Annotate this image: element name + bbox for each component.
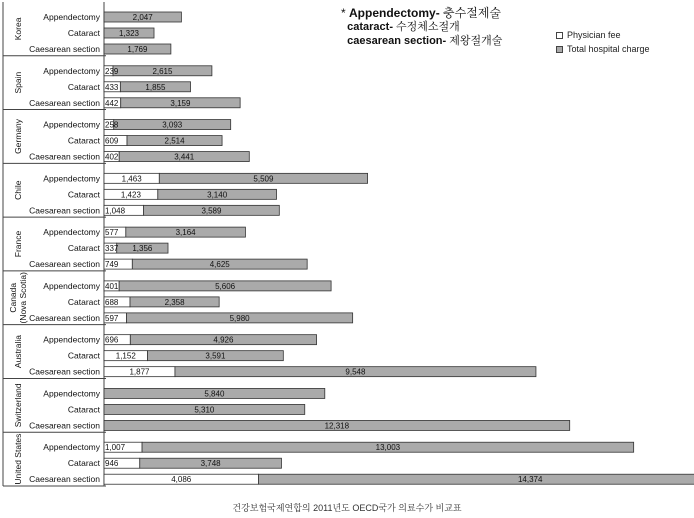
label-total-germany-caesarean-section: 3,441 bbox=[174, 152, 195, 162]
legend-swatch-physician bbox=[556, 32, 563, 39]
label-total-korea-caesarean-section: 1,769 bbox=[127, 45, 148, 54]
label-physician-chile-caesarean-section: 1,048 bbox=[105, 206, 126, 216]
country-label-united-states: United States bbox=[13, 433, 23, 485]
country-label-germany: Germany bbox=[13, 118, 23, 154]
label-total-switzerland-cataract: 5,310 bbox=[194, 405, 215, 415]
label-physician-france-appendectomy: 577 bbox=[105, 228, 119, 238]
country-label-canada-nova-scotia: Canada bbox=[8, 282, 18, 313]
label-physician-australia-caesarean-section: 1,877 bbox=[129, 367, 150, 377]
procedure-label-germany-cataract: Cataract bbox=[67, 135, 100, 146]
note-term-appendectomy: Appendectomy- bbox=[349, 6, 440, 20]
label-physician-spain-cataract: 433 bbox=[105, 82, 119, 92]
label-total-united-states-cataract: 3,748 bbox=[200, 459, 221, 469]
country-label-korea: Korea bbox=[13, 17, 23, 41]
label-total-france-cataract: 1,356 bbox=[132, 244, 153, 254]
legend-label-total: Total hospital charge bbox=[567, 44, 650, 54]
label-physician-canada-nova-scotia-appendectomy: 401 bbox=[105, 281, 119, 291]
label-total-australia-appendectomy: 4,926 bbox=[213, 335, 234, 345]
procedure-label-spain-appendectomy: Appendectomy bbox=[43, 65, 100, 76]
chart-legend bbox=[556, 28, 650, 56]
procedure-label-chile-caesarean-section: Caesarean section bbox=[29, 205, 100, 216]
procedure-label-switzerland-cataract: Cataract bbox=[67, 404, 100, 415]
procedure-label-australia-appendectomy: Appendectomy bbox=[43, 334, 100, 345]
legend-entry-total bbox=[556, 42, 650, 56]
procedure-label-canada-nova-scotia-appendectomy: Appendectomy bbox=[43, 280, 100, 291]
label-total-france-caesarean-section: 4,625 bbox=[209, 260, 230, 270]
label-physician-spain-caesarean-section: 442 bbox=[105, 98, 119, 108]
label-total-spain-cataract: 1,855 bbox=[145, 82, 166, 92]
label-physician-chile-cataract: 1,423 bbox=[120, 190, 141, 200]
label-total-canada-nova-scotia-cataract: 2,358 bbox=[164, 297, 185, 307]
label-total-switzerland-appendectomy: 5,840 bbox=[204, 389, 225, 399]
procedure-label-chile-appendectomy: Appendectomy bbox=[43, 173, 100, 184]
country-label-spain: Spain bbox=[13, 71, 23, 94]
procedure-label-korea-caesarean-section: Caesarean section bbox=[29, 44, 100, 54]
label-physician-germany-cataract: 609 bbox=[105, 136, 119, 146]
country-label-switzerland: Switzerland bbox=[13, 383, 23, 428]
label-total-spain-caesarean-section: 3,159 bbox=[170, 98, 191, 108]
procedure-label-france-cataract: Cataract bbox=[67, 243, 100, 254]
procedure-label-united-states-caesarean-section: Caesarean section bbox=[29, 474, 100, 485]
procedure-translation-note: * Appendectomy- 충수절제술 cataract- 수정체소절개 caesarean section- 제왕절개술 bbox=[341, 6, 503, 47]
procedure-label-spain-caesarean-section: Caesarean section bbox=[29, 97, 100, 108]
label-physician-canada-nova-scotia-caesarean-section: 597 bbox=[105, 313, 119, 323]
label-total-chile-cataract: 3,140 bbox=[207, 190, 228, 200]
legend-entry-physician bbox=[556, 28, 650, 42]
procedure-label-australia-caesarean-section: Caesarean section bbox=[29, 366, 100, 377]
procedure-label-united-states-cataract: Cataract bbox=[67, 458, 100, 469]
label-total-chile-appendectomy: 5,509 bbox=[253, 174, 274, 184]
label-total-korea-appendectomy: 2,047 bbox=[132, 13, 153, 22]
legend-swatch-total bbox=[556, 46, 563, 53]
label-total-canada-nova-scotia-appendectomy: 5,606 bbox=[215, 281, 236, 291]
label-total-germany-cataract: 2,514 bbox=[164, 136, 185, 146]
chart-caption: 건강보험국제연합의 2011년도 OECD국가 의료수가 비교표 bbox=[232, 503, 462, 513]
label-total-germany-appendectomy: 3,093 bbox=[162, 120, 183, 130]
legend-label-physician: Physician fee bbox=[567, 30, 621, 40]
label-physician-united-states-cataract: 946 bbox=[105, 459, 119, 469]
label-total-canada-nova-scotia-caesarean-section: 5,980 bbox=[229, 313, 250, 323]
procedure-label-spain-cataract: Cataract bbox=[67, 81, 100, 92]
label-physician-australia-cataract: 1,152 bbox=[115, 351, 136, 361]
procedure-label-switzerland-appendectomy: Appendectomy bbox=[43, 388, 100, 399]
note-trans-cataract: 수정체소절개 bbox=[396, 21, 460, 33]
label-physician-france-caesarean-section: 749 bbox=[105, 260, 119, 270]
note-trans-caesarean: 제왕절개술 bbox=[449, 35, 503, 47]
label-physician-spain-appendectomy: 239 bbox=[105, 66, 119, 76]
procedure-label-france-caesarean-section: Caesarean section bbox=[29, 259, 100, 270]
procedure-label-korea-appendectomy: Appendectomy bbox=[43, 12, 100, 22]
bar-total-united-states-caesarean-section bbox=[258, 474, 694, 484]
label-total-switzerland-caesarean-section: 12,318 bbox=[324, 421, 350, 431]
label-total-korea-cataract: 1,323 bbox=[118, 29, 140, 38]
country-label-france: France bbox=[13, 230, 23, 258]
label-total-australia-caesarean-section: 9,548 bbox=[345, 367, 366, 377]
country-label-australia: Australia bbox=[13, 335, 23, 369]
label-total-chile-caesarean-section: 3,589 bbox=[201, 206, 222, 216]
label-physician-chile-appendectomy: 1,463 bbox=[121, 174, 142, 184]
note-term-cataract: cataract- bbox=[347, 21, 393, 33]
procedure-label-australia-cataract: Cataract bbox=[67, 350, 100, 361]
label-physician-germany-appendectomy: 258 bbox=[105, 120, 119, 130]
country-label-canada-nova-scotia: (Nova Scotia) bbox=[18, 272, 28, 324]
label-physician-united-states-appendectomy: 1,007 bbox=[105, 443, 126, 453]
label-total-australia-cataract: 3,591 bbox=[205, 351, 226, 361]
procedure-label-germany-caesarean-section: Caesarean section bbox=[29, 151, 100, 162]
label-physician-germany-caesarean-section: 402 bbox=[105, 152, 119, 162]
label-total-united-states-appendectomy: 13,003 bbox=[375, 443, 401, 453]
procedure-label-chile-cataract: Cataract bbox=[67, 189, 100, 200]
procedure-label-korea-cataract: Cataract bbox=[67, 28, 100, 38]
note-trans-appendectomy: 충수절제술 bbox=[443, 6, 502, 20]
country-label-chile: Chile bbox=[13, 180, 23, 200]
procedure-label-france-appendectomy: Appendectomy bbox=[43, 227, 100, 238]
procedure-label-canada-nova-scotia-caesarean-section: Caesarean section bbox=[29, 312, 100, 323]
label-physician-france-cataract: 337 bbox=[105, 244, 119, 254]
procedure-label-germany-appendectomy: Appendectomy bbox=[43, 119, 100, 130]
label-total-spain-appendectomy: 2,615 bbox=[152, 66, 173, 76]
note-term-caesarean: caesarean section- bbox=[347, 35, 447, 47]
label-physician-australia-appendectomy: 696 bbox=[105, 335, 119, 345]
procedure-label-switzerland-caesarean-section: Caesarean section bbox=[29, 420, 100, 431]
label-total-france-appendectomy: 3,164 bbox=[175, 228, 196, 238]
procedure-label-canada-nova-scotia-cataract: Cataract bbox=[67, 296, 100, 307]
label-total-united-states-caesarean-section: 14,374 bbox=[517, 475, 543, 485]
label-physician-united-states-caesarean-section: 4,086 bbox=[171, 475, 192, 485]
label-physician-canada-nova-scotia-cataract: 688 bbox=[105, 297, 119, 307]
procedure-label-united-states-appendectomy: Appendectomy bbox=[43, 442, 100, 453]
